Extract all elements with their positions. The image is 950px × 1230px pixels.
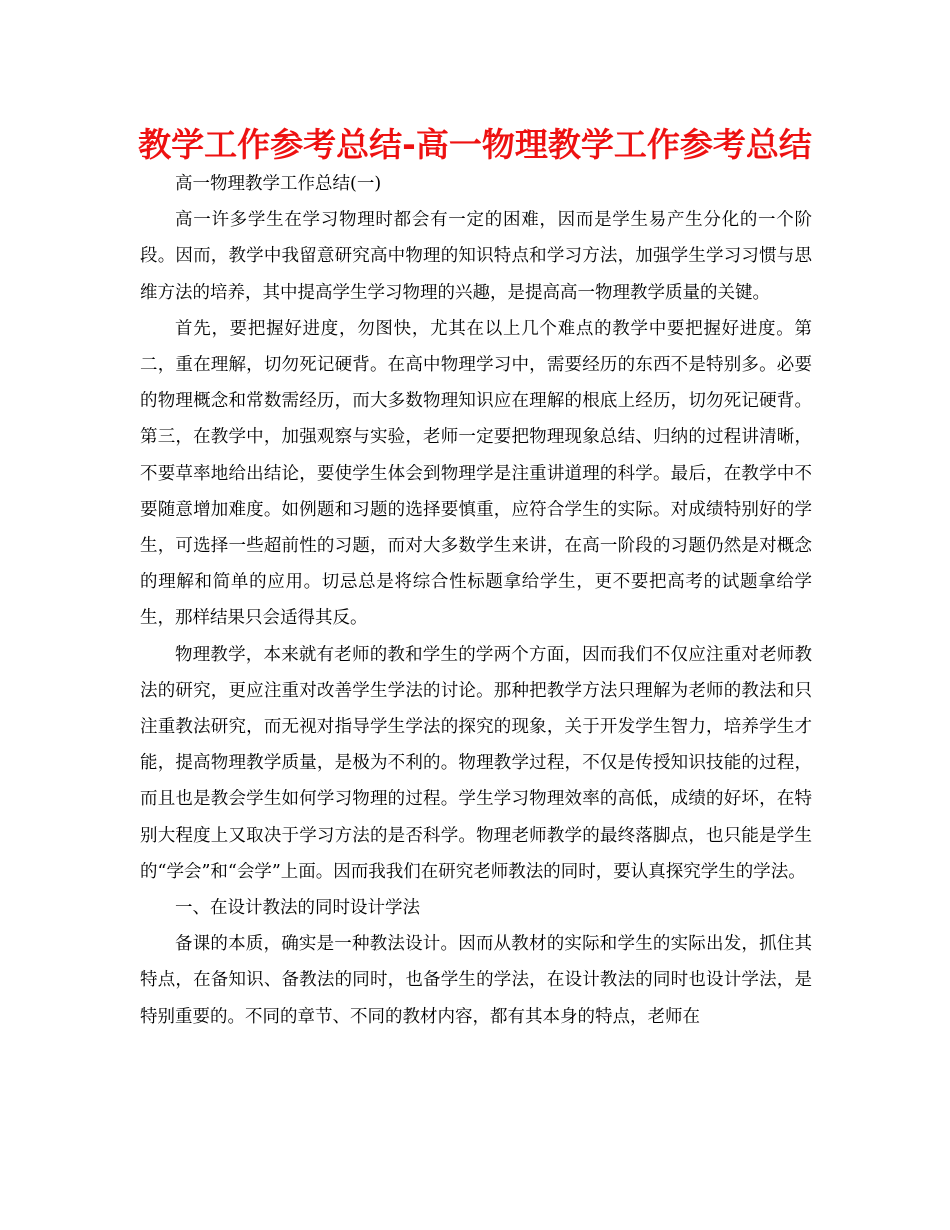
paragraph: 物理教学，本来就有老师的教和学生的学两个方面，因而我们不仅应注重对老师教法的研究，更应注重对改善学生学法的讨论。那种把教学方法只理解为老师的教法和只注重教法研究，而无视对指导学生学法的探究的现象，关于开发学生智力，培养学生才能，提高物理教学质量，是极为不利的。物理教学过程，不仅是传授知识技能的过程，而且也是教会学生如何学习物理的过程。学生学习物理效率的高低，成绩的好坏，在特别大程度上又取决于学习方法的是否科学。物理老师教学的最终落脚点，也只能是学生的“学会”和“会学”上面。因而我我们在研究老师教法的同时，要认真探究学生的学法。 [140, 644, 812, 882]
paragraph: 首先，要把握好进度，勿图快，尤其在以上几个难点的教学中要把握好进度。第二，重在理解，切勿死记硬背。在高中物理学习中，需要经历的东西不是特别多。必要的物理概念和常数需经历，而大多数物理知识应在理解的根底上经历，切勿死记硬背。第三，在教学中，加强观察与实验，老师一定要把物理现象总结、归纳的过程讲清晰，不要草率地给出结论，要使学生体会到物理学是注重讲道理的科学。最后，在教学中不要随意增加难度。如例题和习题的选择要慎重，应符合学生的实际。对成绩特别好的学生，可选择一些超前性的习题，而对大多数学生来讲，在高一阶段的习题仍然是对概念的理解和简单的应用。切忌总是将综合性标题拿给学生，更不要把高考的试题拿给学生，那样结果只会适得其反。 [140, 318, 812, 629]
document-title: 教学工作参考总结-高一物理教学工作参考总结 [138, 125, 812, 164]
section-heading: 高一物理教学工作总结(一) [175, 174, 382, 194]
paragraph: 高一许多学生在学习物理时都会有一定的困难，因而是学生易产生分化的一个阶段。因而，教学中我留意研究高中物理的知识特点和学习方法，加强学生学习习惯与思维方法的培养，其中提高学生学习物理的兴趣，是提高高一物理教学质量的关键。 [140, 210, 812, 303]
document-body [140, 166, 812, 1035]
section-heading: 一、在设计教法的同时设计学法 [175, 898, 420, 919]
paragraph: 备课的本质，确实是一种教法设计。因而从教材的实际和学生的实际出发，抓住其特点，在备知识、备教法的同时，也备学生的学法，在设计教法的同时也设计学法，是特别重要的。不同的章节、不同的教材内容，都有其本身的特点，老师在 [140, 934, 812, 1027]
